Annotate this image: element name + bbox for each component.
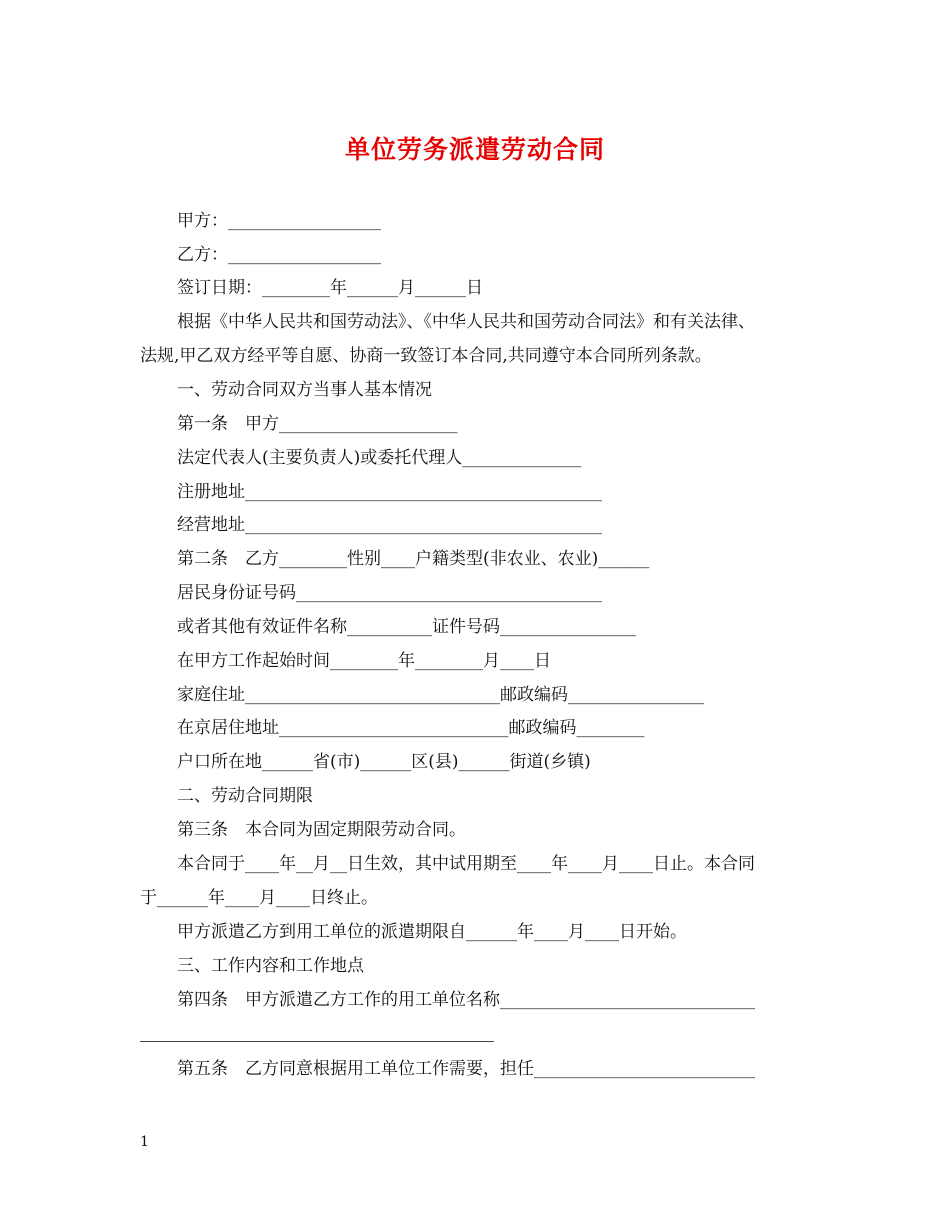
page-number: 1 — [140, 1134, 149, 1150]
contract-term-line-2: 于______年____月____日终止。 — [140, 888, 378, 908]
business-address-line: 经营地址__________________________________________ — [177, 515, 602, 535]
party-a-line: 甲方：__________________ — [177, 211, 381, 231]
preamble-line-1: 根据《中华人民共和国劳动法》、《中华人民共和国劳动合同法》和有关法律、 — [177, 312, 755, 332]
other-id-line: 或者其他有效证件名称__________证件号码________________ — [177, 617, 636, 637]
legal-representative-line: 法定代表人(主要负责人)或委托代理人______________ — [177, 448, 582, 468]
article-4-line: 第四条 甲方派遣乙方工作的用工单位名称______________________________ — [177, 990, 755, 1010]
preamble-line-2: 法规,甲乙双方经平等自愿、协商一致签订本合同,共同遵守本合同所列条款。 — [140, 346, 712, 366]
start-date-line: 在甲方工作起始时间________年________月____日 — [177, 651, 551, 671]
section-2-heading: 二、劳动合同期限 — [177, 786, 313, 806]
contract-term-line-1: 本合同于____年__月__日生效，其中试用期至____年____月____日止。本合同 — [177, 854, 755, 874]
article-1-line: 第一条 甲方_____________________ — [177, 414, 458, 434]
blank-underline — [140, 1041, 494, 1042]
household-registration-line: 户口所在地______省(市)______区(县)______街道(乡镇) — [177, 752, 591, 772]
article-5-line: 第五条 乙方同意根据用工单位工作需要，担任__________________________ — [177, 1059, 755, 1079]
beijing-address-line: 在京居住地址___________________________邮政编码________ — [177, 718, 645, 738]
article-3-line: 第三条 本合同为固定期限劳动合同。 — [177, 820, 466, 840]
section-3-heading: 三、工作内容和工作地点 — [177, 956, 364, 976]
signing-date-line: 签订日期：________年______月______日 — [177, 278, 483, 298]
home-address-line: 家庭住址______________________________邮政编码________________ — [177, 685, 704, 705]
article-2-line: 第二条 乙方________性别____户籍类型(非农业、农业)______ — [177, 549, 650, 569]
document-title: 单位劳务派遣劳动合同 — [344, 135, 605, 164]
section-1-heading: 一、劳动合同双方当事人基本情况 — [177, 380, 432, 400]
party-b-line: 乙方：__________________ — [177, 245, 381, 265]
registered-address-line: 注册地址__________________________________________ — [177, 482, 602, 502]
dispatch-period-line: 甲方派遣乙方到用工单位的派遣期限自______年____月____日开始。 — [177, 922, 687, 942]
id-number-line: 居民身份证号码____________________________________ — [177, 583, 602, 603]
